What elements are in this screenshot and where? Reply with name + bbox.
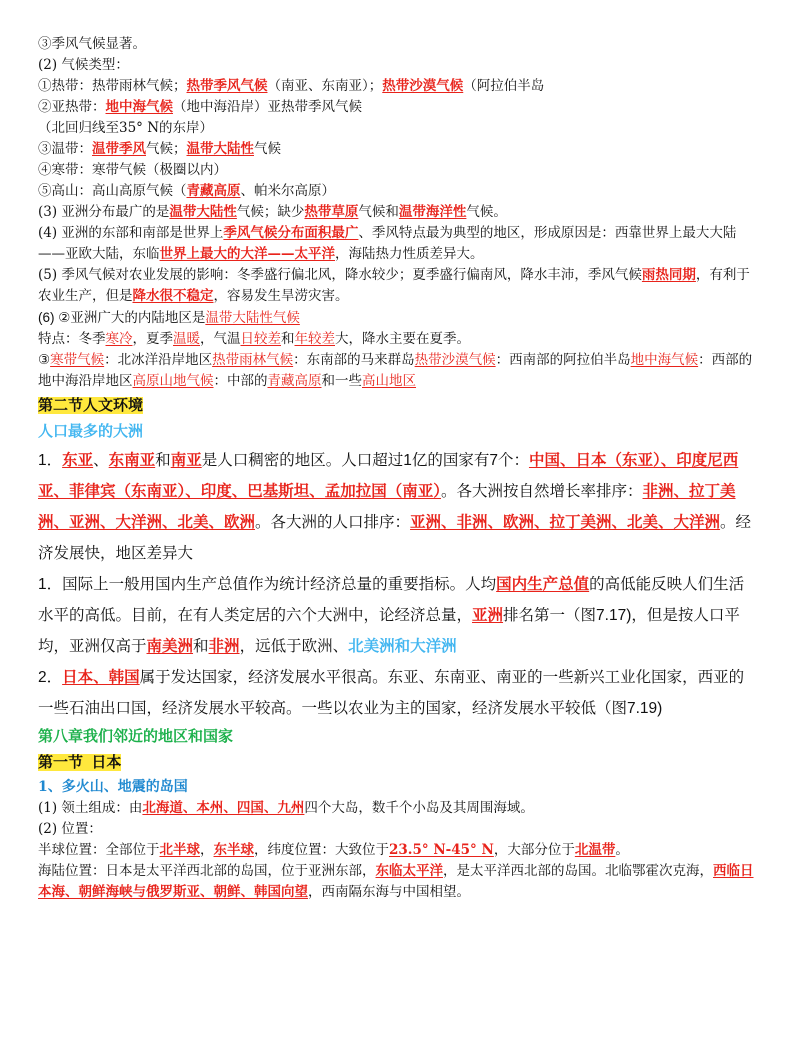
section-heading: 第二节人文环境	[38, 397, 144, 414]
text-paragraph: ③寒带气候：北冰洋沿岸地区热带雨林气候：东南部的马来群岛热带沙漠气候：西南部的阿拉伯半岛地中海气候：西部的地中海沿岸地区高原山地气候：中部的青藏高原和一些高山地区	[38, 352, 753, 388]
text-line: ③温带：温带季风气候；温带大陆性气候	[38, 141, 281, 157]
text-line: ②亚热带：地中海气候（地中海沿岸）亚热带季风气候	[38, 99, 362, 115]
text-line: (1) 领土组成：由北海道、本州、四国、九州四个大岛，数千个小岛及其周围海域。	[38, 800, 534, 816]
text-line: 特点：冬季寒冷，夏季温暖，气温日较差和年较差大，降水主要在夏季。	[38, 331, 470, 346]
text-line: (3) 亚洲分布最广的是温带大陆性气候；缺少热带草原气候和温带海洋性气候。	[38, 204, 507, 220]
text-line: ⑤高山：高山高原气候（青藏高原、帕米尔高原）	[38, 183, 335, 199]
text-line: (2) 位置：	[38, 821, 102, 837]
text-line: 半球位置：全部位于北半球，东半球，纬度位置：大致位于23.5° N-45° N，大部分位于北温带。	[38, 842, 629, 858]
text-line: （北回归线至35° N的东岸）	[38, 120, 214, 136]
text-line: ③季风气候显著。	[38, 36, 146, 52]
text-paragraph: 2．日本、韩国属于发达国家，经济发展水平很高。东亚、东南亚、南亚的一些新兴工业化国家，西亚的一些石油出口国，经济发展水平较高。一些以农业为主的国家，经济发展水平较低（图7.19)	[38, 669, 745, 717]
text-paragraph: (4) 亚洲的东部和南部是世界上季风气候分布面积最广、季风特点最为典型的地区，形成原因是：西靠世界上最大大陆——亚欧大陆，东临世界上最大的大洋——太平洋，海陆热力性质差异大。	[38, 225, 737, 262]
section-subheading: 人口最多的大洲	[38, 423, 144, 440]
text-line: (2) 气候类型：	[38, 57, 129, 73]
text-line: ①热带：热带雨林气候；热带季风气候（南亚、东南亚）；热带沙漠气候（阿拉伯半岛	[38, 78, 545, 94]
section-heading: 第一节 日本	[38, 754, 122, 771]
section-subheading: 1、多火山、地震的岛国	[38, 779, 188, 795]
text-line: (6) ②亚洲广大的内陆地区是温带大陆性气候	[38, 310, 300, 325]
text-paragraph: 海陆位置：日本是太平洋西北部的岛国，位于亚洲东部，东临太平洋，是太平洋西北部的岛国。北临鄂霍次克海，西临日本海、朝鲜海峡与俄罗斯亚、朝鲜、韩国向望，西南隔东海与中国相望。	[38, 863, 754, 900]
chapter-heading: 第八章我们邻近的地区和国家	[38, 728, 234, 745]
text-paragraph: (5) 季风气候对农业发展的影响：冬季盛行偏北风，降水较少；夏季盛行偏南风，降水丰沛，季风气候雨热同期，有利于农业生产，但是降水很不稳定，容易发生旱涝灾害。	[38, 267, 750, 304]
text-paragraph: 1．国际上一般用国内生产总值作为统计经济总量的重要指标。人均国内生产总值的高低能反映人们生活水平的高低。目前，在有人类定居的六个大洲中，论经济总量，亚洲排名第一（图7.17)，但是按人口平均，亚洲仅高于南美洲和非洲，远低于欧洲、北美洲和大洋洲	[38, 576, 745, 655]
text-line: ④寒带：寒带气候（极圈以内）	[38, 162, 227, 178]
text-paragraph: 1．东亚、东南亚和南亚是人口稠密的地区。人口超过1亿的国家有7个：中国、日本（东亚）、印度尼西亚、菲律宾（东南亚）、印度、巴基斯坦、孟加拉国（南亚）。各大洲按自然增长率排序：非洲、拉丁美洲、亚洲、大洋洲、北美、欧洲。各大洲的人口排序：亚洲、非洲、欧洲、拉丁美洲、北美、大洋洲。经济发展快，地区差异大	[38, 452, 752, 562]
document-page	[38, 34, 758, 903]
